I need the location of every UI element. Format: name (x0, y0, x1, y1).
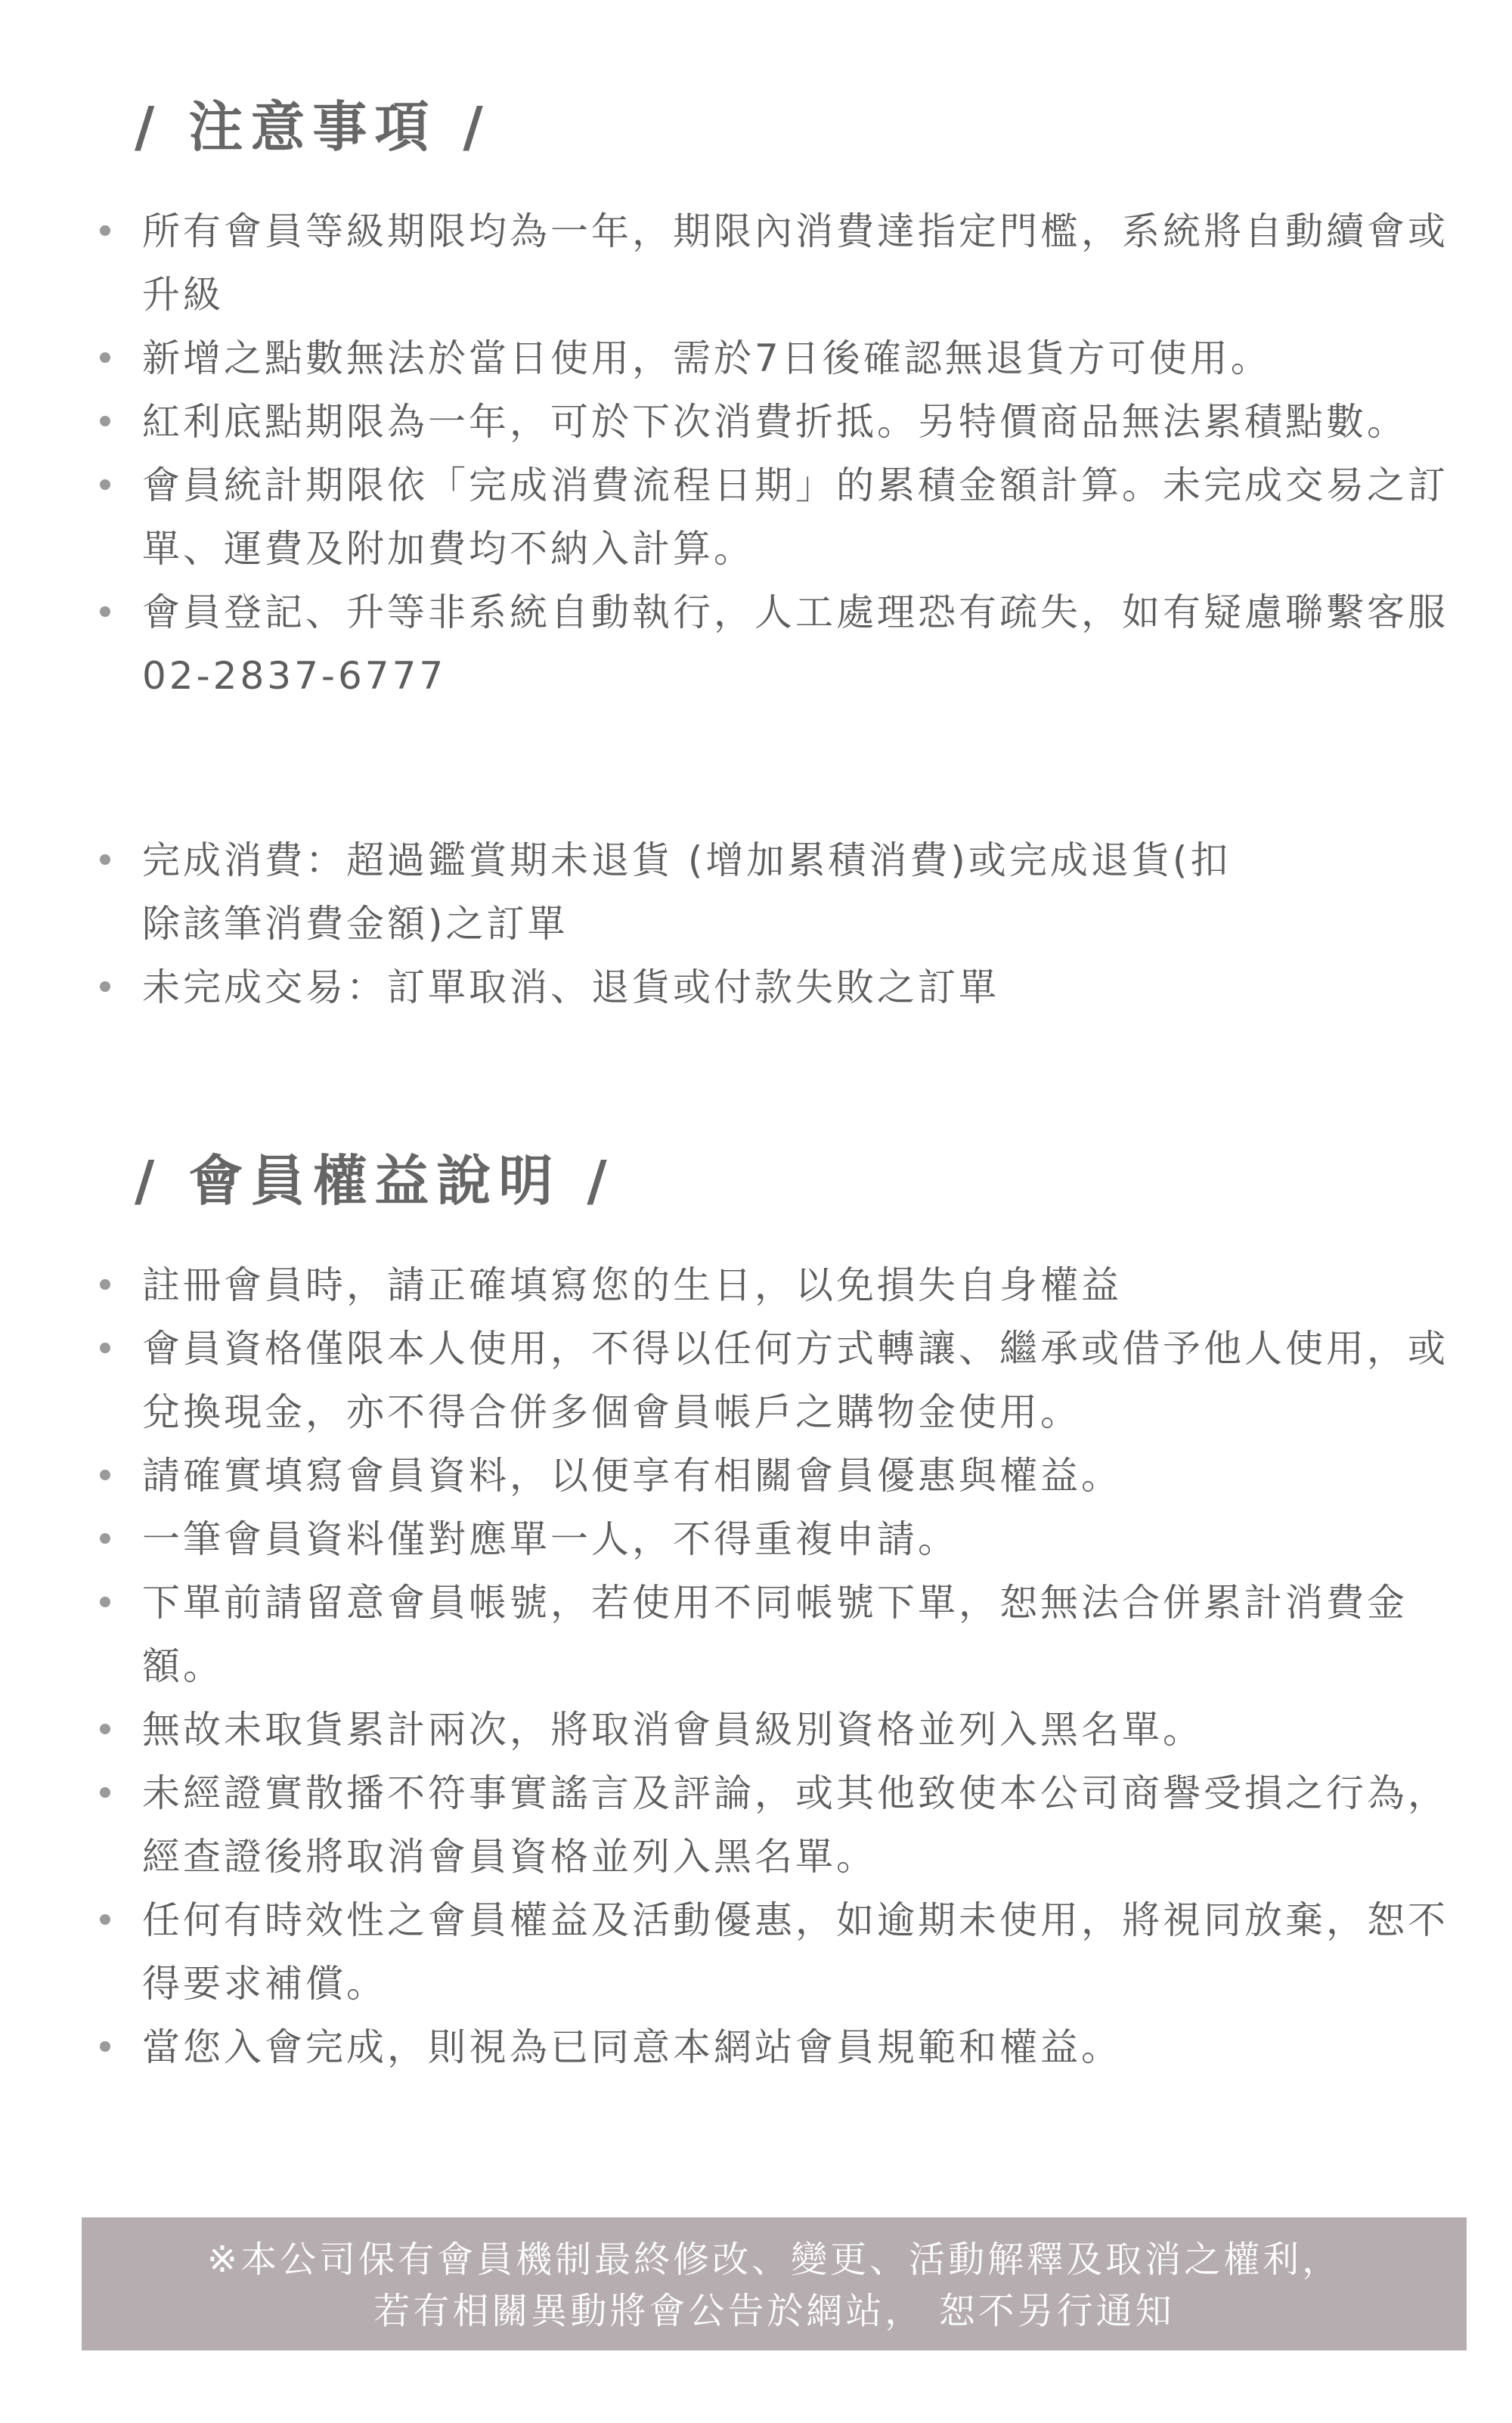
definition-item-text: 未完成交易：訂單取消、退貨或付款失敗之訂單 (142, 965, 999, 1009)
list-item (91, 2016, 1482, 2079)
bullet-dot-icon (100, 352, 110, 363)
bullet-dot-icon (100, 1597, 110, 1607)
rights-item-text: 無故未取貨累計兩次，將取消會員級別資格並列入黑名單。 (142, 1708, 1204, 1752)
notice-item-text: 所有會員等級期限均為一年，期限內消費達指定門檻，系統將自動續會或升級 (142, 209, 1448, 317)
bullet-dot-icon (100, 416, 110, 426)
list-item (91, 454, 1482, 581)
list-item (91, 1507, 1482, 1571)
rights-item-text: 下單前請留意會員帳號，若使用不同帳號下單，恕無法合併累計消費金額。 (142, 1581, 1408, 1688)
list-item (91, 956, 1482, 1019)
notice-item-text: 會員登記、升等非系統自動執行，人工處理恐有疏失，如有疑慮聯繫客服02-2837-6777 (142, 590, 1448, 698)
bullet-dot-icon (100, 2041, 110, 2052)
rights-item-text: 未經證實散播不符事實謠言及評論，或其他致使本公司商譽受損之行為，經查證後將取消會員資格並列入黑名單。 (142, 1771, 1448, 1879)
bullet-dot-icon (100, 854, 110, 865)
list-item (91, 1889, 1482, 2016)
bullet-dot-icon (100, 1470, 110, 1480)
definitions-list (91, 829, 1482, 1019)
bullet-dot-icon (100, 606, 110, 617)
list-item (91, 829, 1482, 956)
list-item (91, 390, 1482, 454)
footer-notice-line-2: 若有相關異動將會公告於網站， 恕不另行通知 (373, 2290, 1175, 2332)
notice-item-text: 新增之點數無法於當日使用，需於7日後確認無退貨方可使用。 (142, 336, 1272, 380)
notice-list (91, 200, 1482, 708)
rights-section-title: / 會員權益說明 / (135, 1149, 615, 1213)
list-item (91, 581, 1482, 708)
rights-list (91, 1253, 1482, 2079)
list-item (91, 1317, 1482, 1444)
rights-item-text: 會員資格僅限本人使用，不得以任何方式轉讓、繼承或借予他人使用，或兌換現金，亦不得合併多個會員帳戶之購物金使用。 (142, 1327, 1448, 1434)
notice-section-title: / 注意事項 / (135, 95, 491, 159)
bullet-dot-icon (100, 1279, 110, 1290)
bullet-dot-icon (100, 1724, 110, 1734)
bullet-dot-icon (100, 1533, 110, 1544)
footer-notice-line-1: ※本公司保有會員機制最終修改、變更、活動解釋及取消之權利， (206, 2239, 1342, 2281)
rights-item-text: 任何有時效性之會員權益及活動優惠，如逾期未使用，將視同放棄，恕不得要求補償。 (142, 1898, 1448, 2006)
rights-item-text: 註冊會員時，請正確填寫您的生日，以免損失自身權益 (142, 1263, 1122, 1307)
bullet-dot-icon (100, 1343, 110, 1353)
list-item (91, 200, 1482, 327)
list-item (91, 1571, 1482, 1698)
notice-item-text: 紅利底點期限為一年，可於下次消費折抵。另特價商品無法累積點數。 (142, 400, 1408, 444)
bullet-dot-icon (100, 1787, 110, 1798)
list-item (91, 1761, 1482, 1889)
bullet-dot-icon (100, 1914, 110, 1925)
list-item (91, 1253, 1482, 1317)
rights-item-text: 請確實填寫會員資料，以便享有相關會員優惠與權益。 (142, 1454, 1122, 1498)
notice-item-text: 會員統計期限依「完成消費流程日期」的累積金額計算。未完成交易之訂單、運費及附加費均不納入計算。 (142, 463, 1448, 571)
bullet-dot-icon (100, 225, 110, 236)
footer-notice-box (82, 2217, 1467, 2350)
list-item (91, 1698, 1482, 1761)
definition-item-text: 完成消費：超過鑑賞期未退貨 (增加累積消費)或完成退貨(扣除該筆消費金額)之訂單 (142, 838, 1232, 946)
rights-item-text: 一筆會員資料僅對應單一人，不得重複申請。 (142, 1517, 959, 1561)
list-item (91, 327, 1482, 390)
list-item (91, 1444, 1482, 1507)
rights-item-text: 當您入會完成，則視為已同意本網站會員規範和權益。 (142, 2025, 1122, 2069)
bullet-dot-icon (100, 981, 110, 992)
bullet-dot-icon (100, 479, 110, 490)
